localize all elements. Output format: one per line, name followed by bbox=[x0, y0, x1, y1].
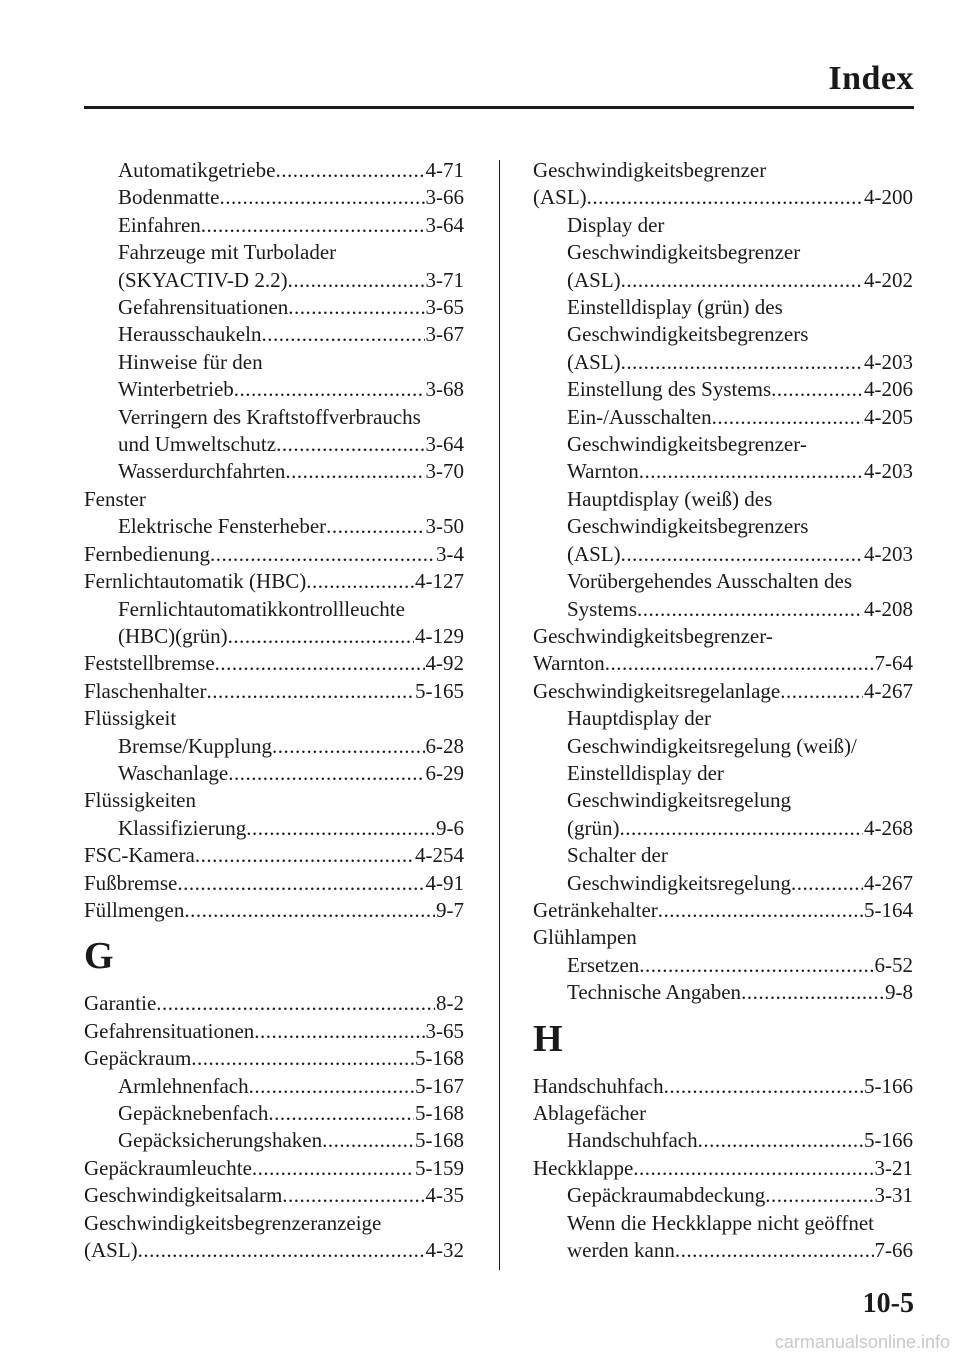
entry-term: Verringern des Kraftstoffverbrauchs bbox=[118, 404, 421, 429]
entry-term: (HBC)(grün) bbox=[118, 623, 228, 648]
entry-page-reference: 5-166 bbox=[864, 1073, 913, 1098]
index-entry-text-line bbox=[533, 294, 913, 321]
index-entry-text-line bbox=[84, 404, 464, 431]
entry-term: Gepäckraumleuchte bbox=[84, 1155, 252, 1180]
entry-term: Wenn die Heckklappe nicht geöffnet bbox=[567, 1210, 874, 1235]
entry-term: Feststellbremse bbox=[84, 651, 215, 676]
entry-term: Fußbremse bbox=[84, 870, 178, 895]
entry-term: (grün) bbox=[567, 815, 620, 840]
page-title: Index bbox=[828, 60, 914, 97]
entry-term: Warnton bbox=[567, 459, 639, 484]
index-entry-text-line bbox=[533, 842, 913, 869]
leader-dots bbox=[633, 1155, 873, 1182]
entry-page-reference: 5-168 bbox=[415, 1128, 464, 1153]
leader-dots bbox=[712, 404, 863, 431]
entry-term: Elektrische Fensterheber bbox=[118, 514, 327, 539]
index-entry bbox=[84, 513, 464, 540]
index-entry bbox=[533, 1182, 913, 1209]
index-entry bbox=[533, 184, 913, 211]
leader-dots bbox=[664, 1073, 863, 1100]
index-entry bbox=[533, 458, 913, 485]
leader-dots bbox=[228, 760, 424, 787]
index-entry bbox=[84, 842, 464, 869]
entry-term: Schalter der bbox=[567, 843, 668, 868]
entry-term: Geschwindigkeitsalarm bbox=[84, 1183, 283, 1208]
entry-term: Fernlichtautomatikkontrollleuchte bbox=[118, 596, 405, 621]
entry-page-reference: 4-254 bbox=[415, 843, 464, 868]
entry-term: Gepäcksicherungshaken bbox=[118, 1128, 323, 1153]
index-entry-text-line bbox=[533, 513, 913, 540]
leader-dots bbox=[282, 1182, 424, 1209]
entry-term: Füllmengen bbox=[84, 897, 185, 922]
entry-term: Klassifizierung bbox=[118, 815, 247, 840]
entry-term: (ASL) bbox=[567, 267, 621, 292]
entry-page-reference: 3-31 bbox=[874, 1183, 913, 1208]
entry-term: Handschuhfach bbox=[533, 1073, 664, 1098]
entry-page-reference: 3-67 bbox=[425, 322, 464, 347]
entry-page-reference: 5-165 bbox=[415, 678, 464, 703]
leader-dots bbox=[184, 897, 435, 924]
leader-dots bbox=[771, 376, 863, 403]
leader-dots bbox=[195, 842, 414, 869]
entry-term: Hauptdisplay (weiß) des bbox=[567, 486, 773, 511]
leader-dots bbox=[249, 1073, 414, 1100]
index-entry bbox=[84, 294, 464, 321]
entry-term: Gepäckraum bbox=[84, 1046, 192, 1071]
leader-dots bbox=[621, 267, 863, 294]
header-rule bbox=[84, 106, 914, 109]
entry-page-reference: 5-164 bbox=[864, 897, 913, 922]
index-entry bbox=[84, 321, 464, 348]
index-entry bbox=[533, 596, 913, 623]
leader-dots bbox=[587, 184, 863, 211]
index-entry bbox=[533, 376, 913, 403]
entry-term: Fernbedienung bbox=[84, 541, 210, 566]
leader-dots bbox=[246, 815, 435, 842]
index-entry bbox=[533, 979, 913, 1006]
entry-page-reference: 3-64 bbox=[425, 432, 464, 457]
index-entry bbox=[533, 1073, 913, 1100]
entry-page-reference: 9-8 bbox=[885, 980, 913, 1005]
entry-page-reference: 4-206 bbox=[864, 377, 913, 402]
leader-dots bbox=[276, 431, 424, 458]
leader-dots bbox=[621, 349, 863, 376]
entry-term: Winterbetrieb bbox=[118, 377, 234, 402]
leader-dots bbox=[288, 267, 425, 294]
leader-dots bbox=[252, 1155, 414, 1182]
entry-page-reference: 5-168 bbox=[415, 1046, 464, 1071]
leader-dots bbox=[658, 897, 863, 924]
leader-dots bbox=[210, 541, 435, 568]
index-entry-text-line bbox=[533, 760, 913, 787]
entry-term: Technische Angaben bbox=[567, 980, 742, 1005]
index-entry-text-line bbox=[533, 568, 913, 595]
index-entry bbox=[84, 212, 464, 239]
leader-dots bbox=[780, 678, 863, 705]
leader-dots bbox=[215, 650, 425, 677]
index-entry bbox=[533, 349, 913, 376]
entry-term: Bodenmatte bbox=[118, 185, 220, 210]
entry-page-reference: 4-203 bbox=[864, 459, 913, 484]
index-entry-text-line bbox=[84, 596, 464, 623]
index-entry-text-line bbox=[84, 486, 464, 513]
entry-page-reference: 6-29 bbox=[425, 760, 464, 785]
entry-page-reference: 4-203 bbox=[864, 541, 913, 566]
index-entry bbox=[533, 678, 913, 705]
entry-page-reference: 5-167 bbox=[415, 1073, 464, 1098]
entry-term: Einstelldisplay (grün) des bbox=[567, 295, 783, 320]
leader-dots bbox=[326, 513, 424, 540]
leader-dots bbox=[621, 541, 863, 568]
entry-term: Armlehnenfach bbox=[118, 1073, 249, 1098]
index-entry bbox=[533, 541, 913, 568]
index-entry-text-line bbox=[533, 239, 913, 266]
leader-dots bbox=[741, 979, 884, 1006]
index-entry bbox=[84, 870, 464, 897]
entry-term: Garantie bbox=[84, 991, 157, 1016]
watermark: carmanualsonline.info bbox=[774, 1332, 950, 1352]
entry-term: Geschwindigkeitsregelung bbox=[567, 870, 791, 895]
index-entry-text-line bbox=[84, 1210, 464, 1237]
entry-term: Gepäcknebenfach bbox=[118, 1101, 269, 1125]
entry-page-reference: 4-71 bbox=[425, 158, 464, 182]
index-column-left bbox=[84, 157, 464, 1264]
entry-term: Wasserdurchfahrten bbox=[118, 459, 286, 484]
entry-page-reference: 6-52 bbox=[874, 952, 913, 977]
index-entry-text-line bbox=[84, 705, 464, 732]
leader-dots bbox=[156, 990, 435, 1017]
index-entry bbox=[533, 870, 913, 897]
entry-term: Display der bbox=[567, 212, 665, 237]
entry-term: (ASL) bbox=[84, 1238, 138, 1263]
entry-term: (ASL) bbox=[533, 185, 587, 210]
entry-term: Geschwindigkeitsbegrenzer bbox=[567, 240, 801, 265]
entry-page-reference: 4-267 bbox=[864, 870, 913, 895]
entry-term: Geschwindigkeitsregelung (weiß)/ bbox=[567, 733, 857, 758]
leader-dots bbox=[191, 1045, 414, 1072]
entry-page-reference: 4-200 bbox=[864, 185, 913, 210]
entry-page-reference: 4-129 bbox=[415, 623, 464, 648]
index-entry-text-line bbox=[533, 924, 913, 951]
index-entry-text-line bbox=[533, 623, 913, 650]
index-entry bbox=[84, 458, 464, 485]
entry-term: FSC-Kamera bbox=[84, 843, 195, 868]
index-entry bbox=[84, 267, 464, 294]
leader-dots bbox=[261, 321, 424, 348]
index-column-right bbox=[533, 157, 913, 1264]
entry-term: Hauptdisplay der bbox=[567, 706, 712, 731]
entry-term: Einstelldisplay der bbox=[567, 760, 724, 785]
entry-page-reference: 3-64 bbox=[425, 212, 464, 237]
entry-page-reference: 4-208 bbox=[864, 596, 913, 621]
index-entry bbox=[533, 267, 913, 294]
leader-dots bbox=[639, 458, 863, 485]
entry-term: werden kann bbox=[567, 1238, 675, 1263]
entry-term: Flaschenhalter bbox=[84, 678, 207, 703]
index-entry-text-line bbox=[533, 705, 913, 732]
leader-dots bbox=[219, 184, 424, 211]
entry-page-reference: 4-202 bbox=[864, 267, 913, 292]
entry-page-reference: 8-2 bbox=[436, 991, 464, 1016]
entry-page-reference: 3-21 bbox=[874, 1155, 913, 1180]
entry-term: Bremse/Kupplung bbox=[118, 733, 272, 758]
index-entry bbox=[84, 1155, 464, 1182]
entry-term: Herausschaukeln bbox=[118, 322, 262, 347]
index-entry bbox=[84, 1237, 464, 1264]
index-entry-text-line bbox=[533, 1210, 913, 1237]
index-entry-text-line bbox=[533, 157, 913, 184]
entry-page-reference: 9-6 bbox=[436, 815, 464, 840]
index-entry-text-line bbox=[533, 212, 913, 239]
entry-page-reference: 4-268 bbox=[864, 815, 913, 840]
index-entry bbox=[84, 760, 464, 787]
entry-page-reference: 3-70 bbox=[425, 459, 464, 484]
leader-dots bbox=[765, 1182, 873, 1209]
index-entry bbox=[84, 678, 464, 705]
entry-term: (SKYACTIV-D 2.2) bbox=[118, 267, 288, 292]
column-divider bbox=[499, 160, 500, 1270]
entry-term: Einstellung des Systems bbox=[567, 377, 772, 402]
leader-dots bbox=[272, 733, 425, 760]
entry-term: Fahrzeuge mit Turbolader bbox=[118, 240, 337, 265]
index-entry bbox=[84, 1045, 464, 1072]
entry-page-reference: 3-65 bbox=[425, 1018, 464, 1043]
entry-term: Ein-/Ausschalten bbox=[567, 404, 712, 429]
entry-term: Automatikgetriebe bbox=[118, 158, 276, 182]
leader-dots bbox=[201, 212, 425, 239]
leader-dots bbox=[605, 650, 874, 677]
index-entry bbox=[84, 815, 464, 842]
index-entry bbox=[84, 184, 464, 211]
entry-term: (ASL) bbox=[567, 349, 621, 374]
index-entry bbox=[533, 815, 913, 842]
entry-term: Geschwindigkeitsbegrenzeranzeige bbox=[84, 1210, 382, 1235]
entry-term: Systems bbox=[567, 596, 638, 621]
entry-page-reference: 3-50 bbox=[425, 514, 464, 539]
entry-page-reference: 3-71 bbox=[425, 267, 464, 292]
index-entry bbox=[84, 431, 464, 458]
entry-term: Gepäckraumabdeckung bbox=[567, 1183, 766, 1208]
index-entry bbox=[533, 1127, 913, 1154]
section-letter: G bbox=[84, 935, 114, 978]
index-entry bbox=[84, 376, 464, 403]
entry-term: Getränkehalter bbox=[533, 897, 658, 922]
entry-page-reference: 5-168 bbox=[415, 1101, 464, 1125]
entry-page-reference: 3-65 bbox=[425, 295, 464, 320]
index-entry-text-line bbox=[84, 787, 464, 814]
index-entry bbox=[533, 404, 913, 431]
entry-term: Geschwindigkeitsbegrenzer- bbox=[533, 623, 773, 648]
entry-page-reference: 7-64 bbox=[874, 651, 913, 676]
leader-dots bbox=[268, 1100, 414, 1127]
entry-term: Geschwindigkeitsregelung bbox=[567, 788, 791, 813]
leader-dots bbox=[675, 1237, 874, 1264]
entry-term: Geschwindigkeitsbegrenzers bbox=[567, 514, 809, 539]
section-letter: H bbox=[533, 1017, 563, 1060]
entry-term: Einfahren bbox=[118, 212, 201, 237]
index-entry bbox=[84, 733, 464, 760]
entry-term: Geschwindigkeitsbegrenzer- bbox=[567, 432, 807, 457]
index-entry bbox=[84, 990, 464, 1017]
entry-page-reference: 4-127 bbox=[415, 569, 464, 594]
leader-dots bbox=[206, 678, 414, 705]
entry-term: Flüssigkeit bbox=[84, 706, 177, 731]
entry-term: Fernlichtautomatik (HBC) bbox=[84, 569, 307, 594]
index-entry bbox=[84, 541, 464, 568]
page-number: 10-5 bbox=[862, 1288, 914, 1319]
entry-page-reference: 3-4 bbox=[436, 541, 464, 566]
entry-term: Heckklappe bbox=[533, 1155, 634, 1180]
index-entry bbox=[84, 897, 464, 924]
index-entry bbox=[84, 568, 464, 595]
leader-dots bbox=[234, 376, 425, 403]
entry-page-reference: 3-66 bbox=[425, 185, 464, 210]
leader-dots bbox=[285, 458, 424, 485]
index-entry bbox=[84, 1018, 464, 1045]
entry-term: (ASL) bbox=[567, 541, 621, 566]
entry-page-reference: 4-205 bbox=[864, 404, 913, 429]
index-entry-text-line bbox=[533, 486, 913, 513]
index-entry-text-line bbox=[533, 733, 913, 760]
entry-term: Glühlampen bbox=[533, 925, 637, 950]
leader-dots bbox=[637, 596, 863, 623]
entry-page-reference: 4-267 bbox=[864, 678, 913, 703]
leader-dots bbox=[619, 815, 863, 842]
entry-page-reference: 4-32 bbox=[425, 1238, 464, 1263]
leader-dots bbox=[138, 1237, 425, 1264]
index-entry bbox=[84, 157, 464, 184]
index-entry bbox=[533, 897, 913, 924]
entry-page-reference: 6-28 bbox=[425, 733, 464, 758]
index-entry-text-line bbox=[84, 349, 464, 376]
index-entry bbox=[84, 623, 464, 650]
leader-dots bbox=[228, 623, 414, 650]
index-entry bbox=[84, 1073, 464, 1100]
entry-term: Ersetzen bbox=[567, 952, 640, 977]
entry-term: Geschwindigkeitsregelanlage bbox=[533, 678, 781, 703]
entry-term: Waschanlage bbox=[118, 760, 229, 785]
leader-dots bbox=[791, 870, 863, 897]
entry-term: Geschwindigkeitsbegrenzers bbox=[567, 322, 809, 347]
index-entry bbox=[84, 1127, 464, 1154]
leader-dots bbox=[698, 1127, 863, 1154]
leader-dots bbox=[639, 952, 873, 979]
leader-dots bbox=[306, 568, 414, 595]
entry-page-reference: 4-203 bbox=[864, 349, 913, 374]
entry-page-reference: 3-68 bbox=[425, 377, 464, 402]
entry-term: Ablagefächer bbox=[533, 1101, 647, 1125]
entry-term: Vorübergehendes Ausschalten des bbox=[567, 569, 852, 594]
entry-term: Hinweise für den bbox=[118, 349, 263, 374]
index-entry-text-line bbox=[533, 431, 913, 458]
entry-term: Warnton bbox=[533, 651, 605, 676]
leader-dots bbox=[288, 294, 424, 321]
entry-term: Handschuhfach bbox=[567, 1128, 698, 1153]
entry-page-reference: 5-166 bbox=[864, 1128, 913, 1153]
index-entry bbox=[84, 650, 464, 677]
entry-term: Gefahrensituationen bbox=[84, 1018, 255, 1043]
entry-page-reference: 4-92 bbox=[425, 651, 464, 676]
index-entry-text-line bbox=[533, 321, 913, 348]
entry-page-reference: 5-159 bbox=[415, 1155, 464, 1180]
leader-dots bbox=[275, 157, 424, 184]
entry-page-reference: 4-35 bbox=[425, 1183, 464, 1208]
index-entry bbox=[533, 650, 913, 677]
index-entry bbox=[84, 1182, 464, 1209]
index-entry-text-line bbox=[84, 239, 464, 266]
entry-term: Flüssigkeiten bbox=[84, 788, 197, 813]
entry-page-reference: 9-7 bbox=[436, 897, 464, 922]
leader-dots bbox=[322, 1127, 414, 1154]
entry-term: und Umweltschutz bbox=[118, 432, 277, 457]
entry-page-reference: 4-91 bbox=[425, 870, 464, 895]
entry-term: Gefahrensituationen bbox=[118, 295, 289, 320]
entry-term: Fenster bbox=[84, 486, 146, 511]
index-entry bbox=[84, 1100, 464, 1127]
leader-dots bbox=[254, 1018, 424, 1045]
index-entry-text-line bbox=[533, 1100, 913, 1127]
index-entry bbox=[533, 1155, 913, 1182]
index-entry bbox=[533, 1237, 913, 1264]
entry-page-reference: 7-66 bbox=[874, 1238, 913, 1263]
leader-dots bbox=[177, 870, 424, 897]
entry-term: Geschwindigkeitsbegrenzer bbox=[533, 158, 767, 182]
index-entry bbox=[533, 952, 913, 979]
index-entry-text-line bbox=[533, 787, 913, 814]
